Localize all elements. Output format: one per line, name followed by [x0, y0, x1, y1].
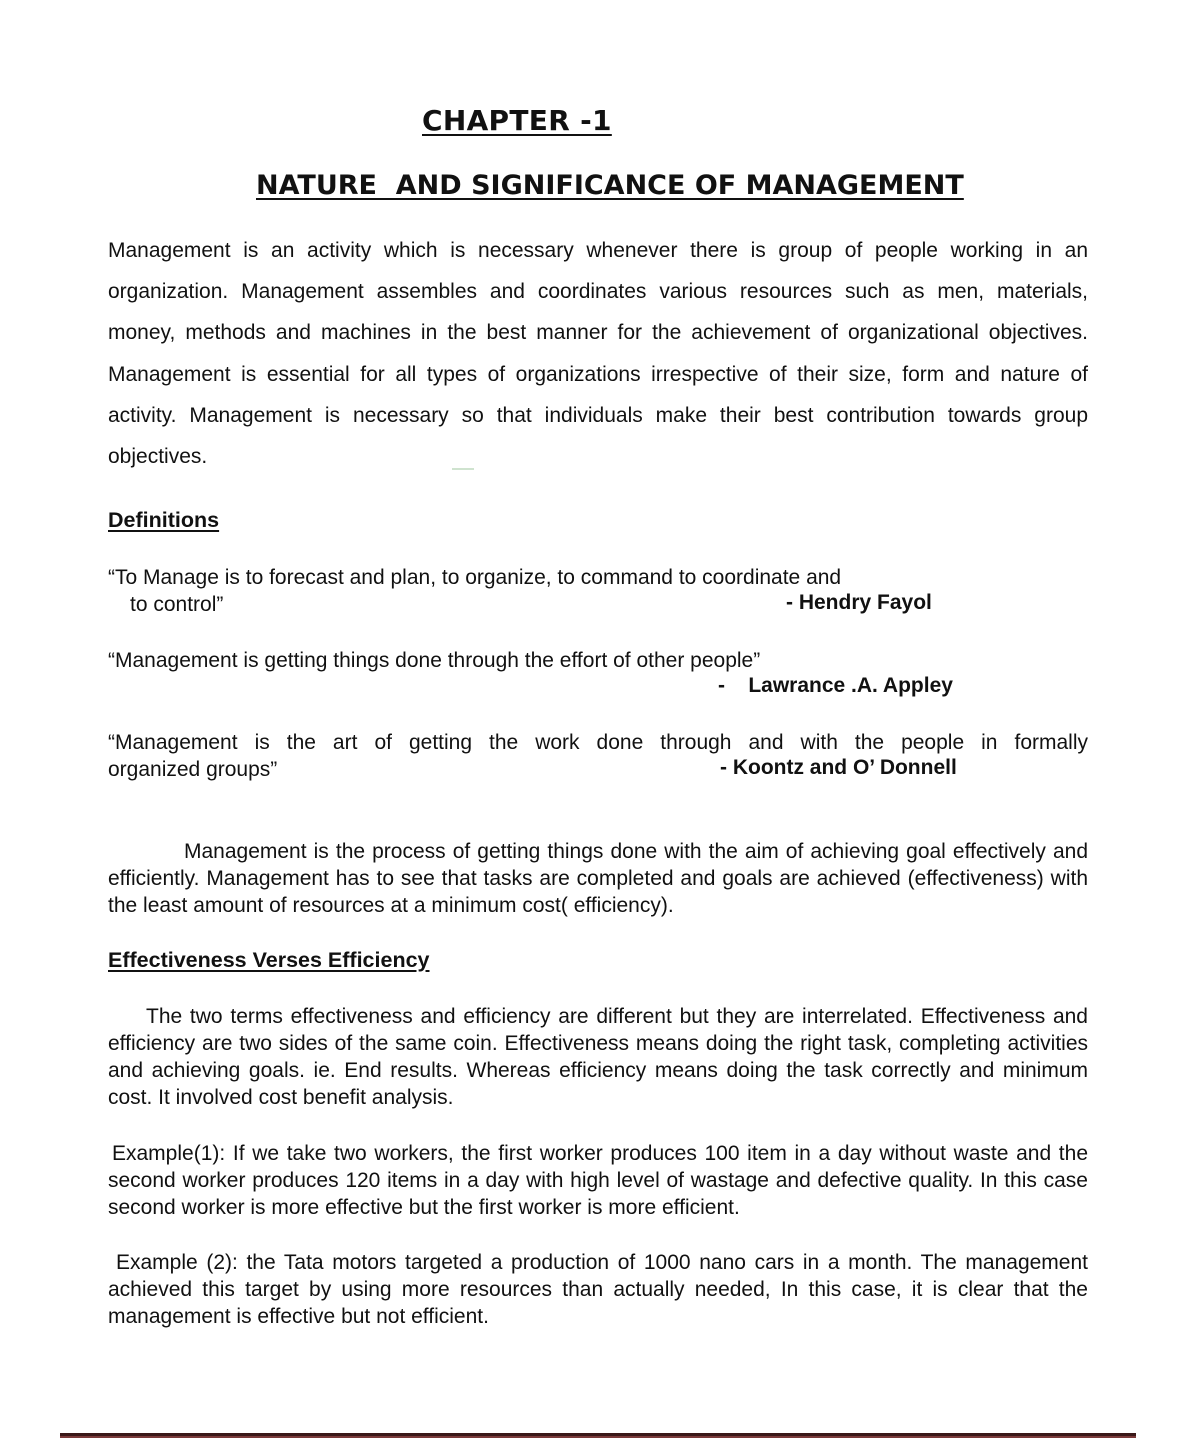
- effectiveness-paragraph: The two terms effectiveness and efficiency are different but they are interrelated. Effectiveness and efficiency are two sides of the same coin. Effectiveness means doing the right task, completing activities and achieving goals. ie. End results. Whereas efficiency means doing the task correctly and minimum cost. It involved cost benefit analysis.: [108, 1005, 1088, 1109]
- spellcheck-mark: [452, 468, 474, 470]
- definition-fayol-line1: “To Manage is to forecast and plan, to organize, to command to coordinate and: [108, 566, 842, 589]
- effectiveness-heading: Effectiveness Verses Efficiency: [108, 948, 430, 972]
- example-2-paragraph: Example (2): the Tata motors targeted a production of 1000 nano cars in a month. The management achieved this target by using more resources than actually needed, In this case, it is clear that the management is effective but not efficient.: [108, 1251, 1088, 1328]
- page-title: NATURE AND SIGNIFICANCE OF MANAGEMENT: [256, 170, 964, 201]
- intro-paragraph: Management is an activity which is necessary whenever there is group of people working in an organization. Management assembles and coordinates various resources such as men, materials, money, methods and machines in the best manner for the achievement of organizational objectives. Management is essential for all types of organizations irrespective of their size, form and nature of activity. Management is necessary so that individuals make their best contribution towards group objectives.: [108, 239, 1088, 469]
- definition-appley-author: - Lawrance .A. Appley: [718, 674, 953, 697]
- definition-koontz-line2: organized groups”: [108, 758, 278, 781]
- chapter-heading: CHAPTER -1: [422, 104, 612, 137]
- footer-divider: [60, 1433, 1136, 1438]
- definitions-heading: Definitions: [108, 508, 220, 532]
- definition-appley-line1: “Management is getting things done through the effort of other people”: [108, 649, 761, 672]
- definition-fayol-author: - Hendry Fayol: [786, 591, 932, 614]
- definition-koontz-author: - Koontz and O’ Donnell: [720, 756, 957, 779]
- process-paragraph: Management is the process of getting things done with the aim of achieving goal effectively and efficiently. Management has to see that tasks are completed and goals are achieved (effectiveness) with the least amount of resources at a minimum cost( efficiency).: [108, 840, 1088, 917]
- definition-koontz-line1: “Management is the art of getting the work done through and with the people in formally: [108, 731, 1088, 754]
- example-1-paragraph: Example(1): If we take two workers, the first worker produces 100 item in a day without waste and the second worker produces 120 items in a day with high level of wastage and defective quality. In this case second worker is more effective but the first worker is more efficient.: [108, 1142, 1088, 1219]
- definition-fayol-line2: to control”: [130, 593, 224, 616]
